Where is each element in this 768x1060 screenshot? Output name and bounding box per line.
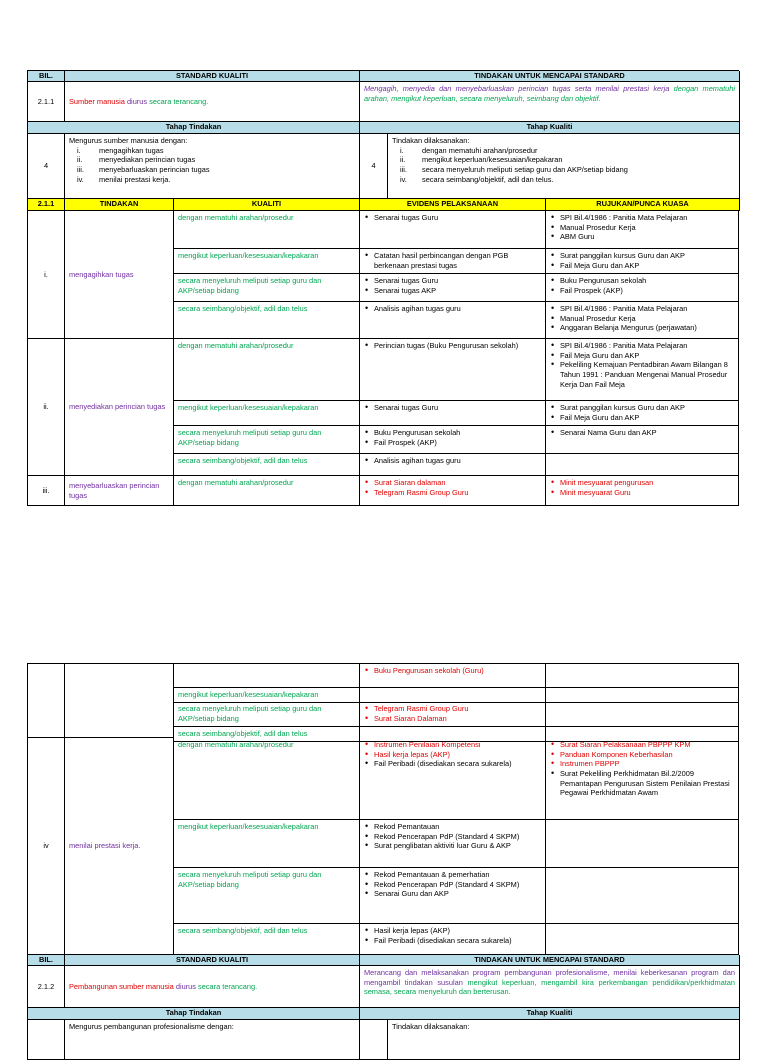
continued-rows	[174, 664, 740, 738]
group-iv-number: iv	[28, 738, 65, 955]
item-text: menyebarluaskan perincian tugas	[99, 164, 210, 174]
evidens-cell	[360, 339, 546, 401]
kualiti-cell: dengan mematuhi arahan/prosedur	[174, 476, 360, 506]
item-text: secara menyeluruh meliputi setiap guru dan AKP/setiap bidang	[422, 164, 628, 174]
item-number: iii.	[77, 164, 84, 174]
quality-row	[174, 454, 740, 476]
tahap2-level-left	[28, 1020, 65, 1060]
tahap-kualiti-header: Tahap Kualiti	[360, 122, 740, 134]
kualiti-cell: mengikut keperluan/kesesuaian/kepakaran	[174, 249, 360, 274]
tahap2-level-right	[360, 1020, 388, 1060]
evidens-cell-list	[364, 740, 541, 769]
bullet-item: • Buku Pengurusan sekolah (Guru)	[364, 666, 541, 676]
bullet-item: • Fail Meja Guru dan AKP	[550, 413, 734, 423]
bullet-item: • Rekod Pencerapan PdP (Standard 4 SKPM)	[364, 832, 541, 842]
evidens-cell	[360, 476, 546, 506]
evidens-cell-list	[364, 428, 541, 447]
item-number: ii.	[77, 155, 83, 165]
tahap-tindakan-list	[65, 134, 360, 199]
bullet-item: • Surat Siaran Dalaman	[364, 714, 541, 724]
rujukan-cell	[546, 249, 739, 274]
yellow-header-row	[28, 199, 739, 211]
table-header-row	[28, 71, 739, 82]
kualiti-cell: secara seimbang/objektif, adil dan telus	[174, 302, 360, 339]
item-number: i.	[77, 145, 81, 155]
numbered-item	[400, 165, 735, 175]
bullet-item: • Surat penglibatan aktiviti luar Guru & AKP	[364, 841, 541, 851]
item-number: iii.	[400, 164, 407, 174]
quality-row	[174, 426, 740, 454]
standard-number: 2.1.1	[28, 82, 65, 122]
evidens-cell-list	[364, 822, 541, 851]
numbered-item	[400, 146, 735, 156]
bullet-item: • Surat panggilan kursus Guru dan AKP	[550, 251, 734, 261]
action2-green-text: mengikut keperluan, mengambil kira perkembangan pendidikan/perkhidmatan semasa, secara menyeluruh dan berterusan.	[364, 977, 735, 997]
bullet-item: • Senarai tugas Guru	[364, 213, 541, 223]
bullet-item: • Surat panggilan kursus Guru dan AKP	[550, 403, 734, 413]
tahap2-tindakan-header: Tahap Tindakan	[28, 1008, 360, 1020]
standard-quality: secara terancang.	[149, 96, 209, 106]
tahap-level-right: 4	[360, 134, 388, 199]
kualiti-cell: dengan mematuhi arahan/prosedur	[174, 339, 360, 401]
standard2-row	[28, 966, 739, 1008]
bullet-item: • Panduan Komponen Keberhasilan	[550, 750, 734, 760]
tahap2-kualiti-title: Tindakan dilaksanakan:	[388, 1020, 740, 1060]
quality-row	[174, 476, 740, 506]
rujukan-cell	[546, 401, 739, 426]
bullet-item: • Fail Meja Guru dan AKP	[550, 261, 734, 271]
continued-number	[28, 664, 65, 738]
rujukan-cell-list	[550, 251, 734, 270]
evidens-cell	[360, 664, 546, 688]
evidens-cell	[360, 702, 546, 727]
quality-row	[174, 211, 740, 249]
numbered-item	[77, 165, 355, 175]
group-tindakan: menyediakan perincian tugas	[65, 339, 174, 476]
rujukan-cell	[546, 820, 739, 868]
evidens-cell	[360, 454, 546, 476]
quality-row	[174, 688, 740, 702]
bullet-item: • Instrumen PBPPP	[550, 759, 734, 769]
bullet-item: • SPI Bil.4/1986 : Panitia Mata Pelajaran	[550, 213, 734, 223]
numbered-item	[400, 155, 735, 165]
item-number: i.	[400, 145, 404, 155]
bullet-item: • Surat Pekeliling Perkhidmatan Bil.2/2009 Pemantapan Pengurusan Sistem Penilaian Prestasi Pegawai Perkhidmatan Awam	[550, 769, 734, 798]
rujukan-cell	[546, 274, 739, 302]
evidens-cell	[360, 738, 546, 820]
standard-subject: Sumber manusia	[69, 96, 125, 106]
evidens-cell-list	[364, 926, 541, 945]
kualiti-cell: secara seimbang/objektif, adil dan telus	[174, 924, 360, 955]
rujukan-cell-list	[550, 304, 734, 333]
header2-bil: BIL.	[28, 955, 65, 966]
item-number: ii.	[400, 155, 406, 165]
continued-group	[28, 664, 739, 738]
rujukan-cell	[546, 211, 739, 249]
kualiti-cell: secara seimbang/objektif, adil dan telus	[174, 454, 360, 476]
bullet-item: • Rekod Pencerapan PdP (Standard 4 SKPM)	[364, 880, 541, 890]
item-number: iv.	[400, 174, 407, 184]
yellow-tindakan: TINDAKAN	[65, 199, 174, 211]
evidens-cell-list	[364, 666, 541, 676]
bullet-item: • Fail Peribadi (disediakan secara sukarela)	[364, 759, 541, 769]
kualiti-cell: mengikut keperluan/kesesuaian/kepakaran	[174, 820, 360, 868]
header-bil: BIL.	[28, 71, 65, 82]
rujukan-cell	[546, 476, 739, 506]
evidens-cell-list	[364, 304, 541, 314]
rujukan-cell	[546, 924, 739, 955]
standard-statement	[65, 82, 360, 122]
bullet-item: • Buku Pengurusan sekolah	[364, 428, 541, 438]
tahap-tindakan-title: Mengurus sumber manusia dengan:	[69, 136, 188, 145]
kualiti-cell: secara menyeluruh meliputi setiap guru dan AKP/setiap bidang	[174, 702, 360, 727]
rujukan-cell-list	[550, 740, 734, 798]
bullet-item: • Telegram Rasmi Group Guru	[364, 488, 541, 498]
quality-row	[174, 924, 740, 955]
group-number: ii.	[28, 339, 65, 476]
yellow-kualiti: KUALITI	[174, 199, 360, 211]
quality-row	[174, 738, 740, 820]
kualiti-cell: dengan mematuhi arahan/prosedur	[174, 211, 360, 249]
bullet-item: • Minit mesyuarat Guru	[550, 488, 734, 498]
bullet-item: • Fail Prospek (AKP)	[550, 286, 734, 296]
standard2-verb: diurus	[175, 981, 196, 991]
evidens-cell	[360, 426, 546, 454]
evidens-cell-list	[364, 478, 541, 497]
bullet-item: • Senarai tugas AKP	[364, 286, 541, 296]
group-tindakan: menyebarluaskan perincian tugas	[65, 476, 174, 506]
bullet-item: • Manual Prosedur Kerja	[550, 223, 734, 233]
yellow-evidens: EVIDENS PELAKSANAAN	[360, 199, 546, 211]
rujukan-cell	[546, 738, 739, 820]
standard2-action	[360, 966, 740, 1008]
evidens-cell	[360, 274, 546, 302]
tahap-kualiti-title: Tindakan dilaksanakan:	[392, 136, 470, 145]
evidens-cell-list	[364, 251, 541, 270]
evidens-cell-list	[364, 213, 541, 223]
standard-verb: diurus	[126, 96, 148, 106]
evidens-cell	[360, 302, 546, 339]
tahap2-header-row	[28, 1008, 739, 1020]
quality-row	[174, 249, 740, 274]
action-purple-text: Mengagih, menyedia dan menyebarluaskan perincian tugas serta menilai prestasi kerja	[364, 84, 670, 93]
quality-row	[174, 868, 740, 924]
tahap-tindakan-header: Tahap Tindakan	[28, 122, 360, 134]
numbered-item	[77, 146, 355, 156]
bullet-item: • Rekod Pemantauan & pemerhatian	[364, 870, 541, 880]
group-rows	[174, 476, 740, 506]
quality-row	[174, 339, 740, 401]
bullet-item: • SPI Bil.4/1986 : Panitia Mata Pelajaran	[550, 304, 734, 314]
bullet-item: • Senarai Nama Guru dan AKP	[550, 428, 734, 438]
numbered-item	[77, 175, 355, 185]
quality-row	[174, 664, 740, 688]
header-standard-kualiti: STANDARD KUALITI	[65, 71, 360, 82]
bullet-item: • Surat Siaran Pelaksanaan PBPPP KPM	[550, 740, 734, 750]
bullet-item: • Rekod Pemantauan	[364, 822, 541, 832]
rujukan-cell-list	[550, 213, 734, 242]
bullet-item: • Surat Siaran dalaman	[364, 478, 541, 488]
action-group	[28, 476, 739, 506]
tahap-kualiti-list	[388, 134, 740, 199]
bullet-item: • Telegram Rasmi Group Guru	[364, 704, 541, 714]
group-number: iii.	[28, 476, 65, 506]
action-green-text: dengan mematuhi arahan, mengikut keperluan, secara menyeluruh, seimbang dan objektif.	[364, 84, 735, 103]
standard-row	[28, 82, 739, 122]
yellow-rujukan: RUJUKAN/PUNCA KUASA	[546, 199, 740, 211]
rujukan-cell	[546, 688, 739, 703]
tahap-kualiti-items	[392, 146, 735, 185]
quality-row	[174, 820, 740, 868]
bullet-item: • Hasil kerja lepas (AKP)	[364, 750, 541, 760]
tahap-level-left: 4	[28, 134, 65, 199]
bullet-item: • SPI Bil.4/1986 : Panitia Mata Pelajaran	[550, 341, 734, 351]
evidens-cell-list	[364, 341, 541, 351]
quality-row	[174, 401, 740, 426]
yellow-number: 2.1.1	[28, 199, 65, 211]
standard2-number: 2.1.2	[28, 966, 65, 1008]
action-groups	[28, 211, 739, 506]
action2-purple-text: Merancang dan melaksanakan program pembangunan profesionalisme, menilai keberkesanan program dan mengambil tindakan susulan	[364, 968, 735, 987]
tahap-4-row	[28, 134, 739, 199]
kualiti-cell: dengan mematuhi arahan/prosedur	[174, 738, 360, 820]
rujukan-cell-list	[550, 276, 734, 295]
quality-row	[174, 727, 740, 738]
bullet-item: • Fail Peribadi (disediakan secara sukarela)	[364, 936, 541, 946]
bullet-item: • Senarai tugas Guru	[364, 403, 541, 413]
evidens-cell	[360, 249, 546, 274]
item-text: menilai prestasi kerja.	[99, 174, 171, 184]
kualiti-cell: secara seimbang/objektif, adil dan telus	[174, 727, 360, 742]
rujukan-cell	[546, 426, 739, 454]
rujukan-cell	[546, 454, 739, 476]
item-text: menyediakan perincian tugas	[99, 155, 196, 165]
header2-tindakan-standard: TINDAKAN UNTUK MENCAPAI STANDARD	[360, 955, 740, 966]
rujukan-cell-list	[550, 403, 734, 422]
rujukan-cell	[546, 339, 739, 401]
item-number: iv.	[77, 174, 84, 184]
kualiti-cell	[174, 664, 360, 688]
bullet-item: • Buku Pengurusan sekolah	[550, 276, 734, 286]
bullet-item: • Minit mesyuarat pengurusan	[550, 478, 734, 488]
standard2-quality: secara terancang.	[198, 981, 258, 991]
kualiti-cell: secara menyeluruh meliputi setiap guru dan AKP/setiap bidang	[174, 868, 360, 924]
kualiti-cell: mengikut keperluan/kesesuaian/kepakaran	[174, 688, 360, 703]
evidens-cell	[360, 211, 546, 249]
evidens-cell	[360, 868, 546, 924]
action-group	[28, 339, 739, 476]
standard2-subject: Pembangunan sumber manusia	[69, 981, 174, 991]
bullet-item: • Perincian tugas (Buku Pengurusan sekolah)	[364, 341, 541, 351]
bullet-item: • Fail Meja Guru dan AKP	[550, 351, 734, 361]
rujukan-cell-list	[550, 341, 734, 389]
rujukan-cell	[546, 302, 739, 339]
continued-tindakan	[65, 664, 174, 738]
numbered-item	[77, 155, 355, 165]
standard-table-2-1-1	[27, 70, 739, 506]
quality-row	[174, 274, 740, 302]
evidens-cell	[360, 820, 546, 868]
evidens-cell-list	[364, 403, 541, 413]
item-text: mengagihkan tugas	[99, 145, 164, 155]
bullet-item: • Senarai tugas Guru	[364, 276, 541, 286]
standard2-statement	[65, 966, 360, 1008]
group-iv-tindakan: menilai prestasi kerja.	[65, 738, 174, 955]
bullet-item: • Instrumen Penilaian Kompetensi	[364, 740, 541, 750]
rujukan-cell-list	[550, 478, 734, 497]
bullet-item: • Analisis agihan tugas guru	[364, 456, 541, 466]
evidens-cell-list	[364, 276, 541, 295]
bullet-item: • Anggaran Belanja Mengurus (perjawatan)	[550, 323, 734, 333]
evidens-cell	[360, 401, 546, 426]
group-number: i.	[28, 211, 65, 339]
rujukan-cell	[546, 702, 739, 727]
numbered-item	[400, 175, 735, 185]
rujukan-cell	[546, 664, 739, 688]
bullet-item: • Analisis agihan tugas guru	[364, 304, 541, 314]
table2-header-row	[28, 955, 739, 966]
kualiti-cell: secara menyeluruh meliputi setiap guru dan AKP/setiap bidang	[174, 274, 360, 302]
bullet-item: • Senarai Guru dan AKP	[364, 889, 541, 899]
evidens-cell-list	[364, 704, 541, 723]
group-rows	[174, 339, 740, 476]
group-tindakan: mengagihkan tugas	[65, 211, 174, 339]
action-group-iv	[28, 738, 739, 955]
tahap2-row	[28, 1020, 739, 1060]
standard-action	[360, 82, 740, 122]
evidens-cell-list	[364, 456, 541, 466]
tahap2-tindakan-title: Mengurus pembangunan profesionalisme dengan:	[65, 1020, 360, 1060]
rujukan-cell	[546, 868, 739, 924]
evidens-cell	[360, 688, 546, 703]
kualiti-cell: mengikut keperluan/kesesuaian/kepakaran	[174, 401, 360, 426]
bullet-item: • Catatan hasil perbincangan dengan PGB berkenaan prestasi tugas	[364, 251, 541, 270]
tahap2-kualiti-header: Tahap Kualiti	[360, 1008, 740, 1020]
standard-table-2-1-2	[27, 663, 739, 1060]
bullet-item: • Fail Prospek (AKP)	[364, 438, 541, 448]
tahap-header-row	[28, 122, 739, 134]
header-tindakan-standard: TINDAKAN UNTUK MENCAPAI STANDARD	[360, 71, 740, 82]
bullet-item: • Pekeliling Kemajuan Pentadbiran Awam Bilangan 8 Tahun 1991 : Panduan Mengenai Manual Prosedur Kerja Dan Fail Meja	[550, 360, 734, 389]
bullet-item: • Manual Prosedur Kerja	[550, 314, 734, 324]
header2-standard-kualiti: STANDARD KUALITI	[65, 955, 360, 966]
action-group	[28, 211, 739, 339]
evidens-cell-list	[364, 870, 541, 899]
item-text: dengan mematuhi arahan/prosedur	[422, 145, 538, 155]
evidens-cell	[360, 924, 546, 955]
group-rows	[174, 211, 740, 339]
quality-row	[174, 702, 740, 727]
kualiti-cell: secara menyeluruh meliputi setiap guru dan AKP/setiap bidang	[174, 426, 360, 454]
item-text: mengikut keperluan/kesesuaian/kepakaran	[422, 155, 563, 165]
item-text: secara seimbang/objektif, adil dan telus.	[422, 174, 554, 184]
tahap-tindakan-items	[69, 146, 355, 185]
bullet-item: • Hasil kerja lepas (AKP)	[364, 926, 541, 936]
bullet-item: • ABM Guru	[550, 232, 734, 242]
group-iv-rows	[174, 738, 740, 955]
rujukan-cell-list	[550, 428, 734, 438]
quality-row	[174, 302, 740, 339]
